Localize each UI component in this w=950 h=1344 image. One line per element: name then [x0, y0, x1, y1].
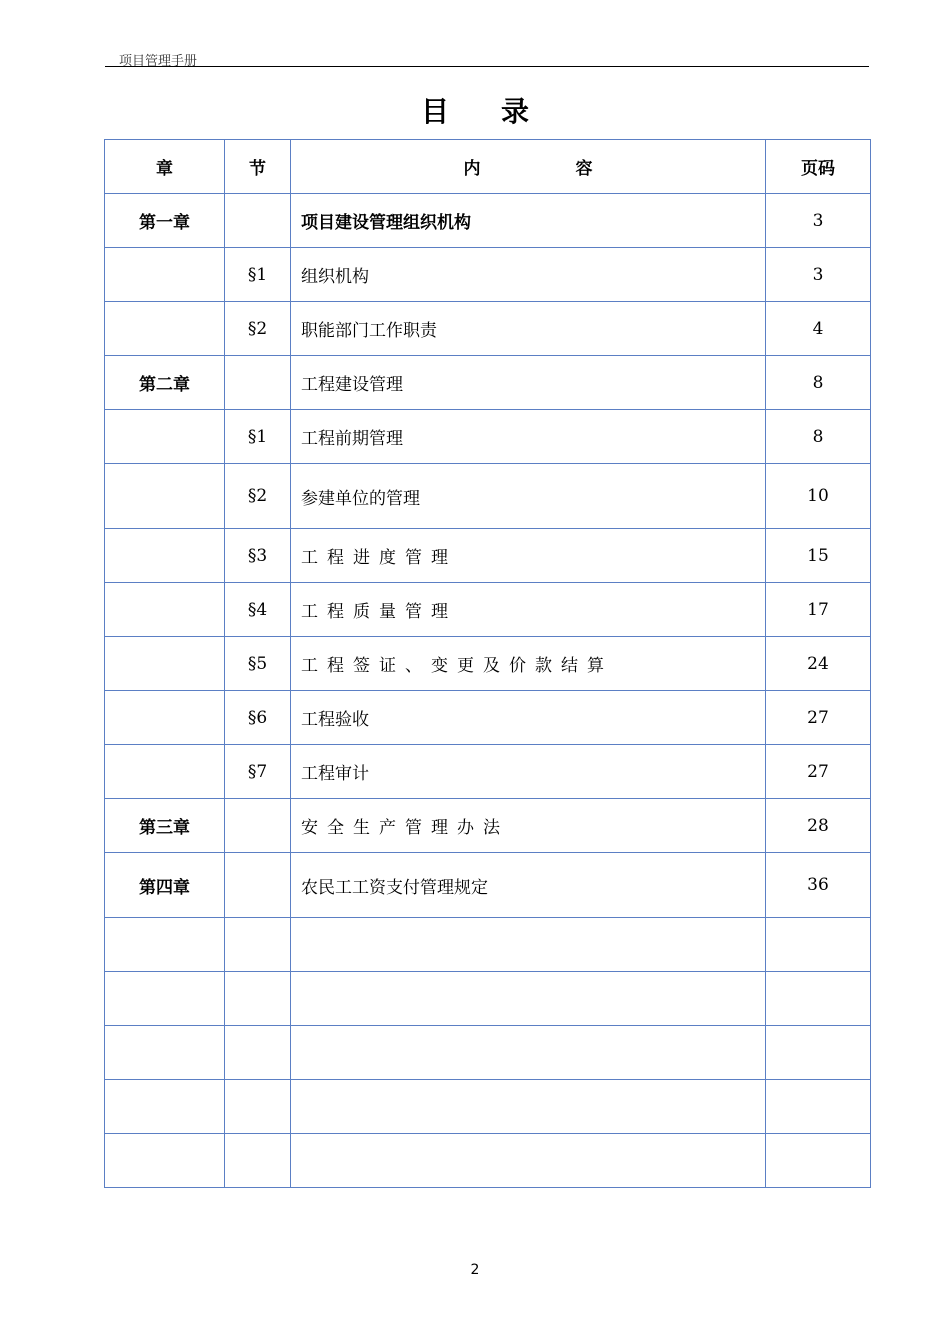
toc-row: [105, 583, 871, 637]
toc-chapter-cell: [105, 302, 225, 356]
toc-page-cell: [766, 918, 871, 972]
toc-row: [105, 194, 871, 248]
toc-content-cell: [291, 918, 766, 972]
toc-chapter-cell: [105, 1026, 225, 1080]
toc-chapter-cell: [105, 918, 225, 972]
toc-content-cell: [291, 1134, 766, 1188]
toc-chapter-cell: 第二章: [105, 356, 225, 410]
toc-page-cell: 4: [766, 302, 871, 356]
toc-content-cell: 工程建设管理: [291, 356, 766, 410]
header-content-right: 容: [575, 159, 593, 179]
toc-content-cell: 组织机构: [291, 248, 766, 302]
toc-chapter-cell: [105, 583, 225, 637]
toc-chapter-cell: [105, 529, 225, 583]
toc-section-cell: §5: [225, 637, 291, 691]
toc-header-row: [105, 140, 871, 194]
toc-chapter-cell: [105, 637, 225, 691]
toc-content-cell: 参建单位的管理: [291, 464, 766, 529]
toc-row: [105, 248, 871, 302]
running-header: 项目管理手册: [119, 54, 198, 69]
toc-page-cell: 27: [766, 745, 871, 799]
toc-section-cell: [225, 918, 291, 972]
toc-page-cell: [766, 1080, 871, 1134]
toc-content-cell: 工程前期管理: [291, 410, 766, 464]
toc-page-cell: 17: [766, 583, 871, 637]
toc-section-cell: §6: [225, 691, 291, 745]
toc-section-cell: [225, 853, 291, 918]
toc-section-cell: [225, 1134, 291, 1188]
toc-section-cell: §1: [225, 248, 291, 302]
toc-page-cell: 36: [766, 853, 871, 918]
toc-chapter-cell: 第三章: [105, 799, 225, 853]
toc-page-cell: [766, 1026, 871, 1080]
toc-row: [105, 918, 871, 972]
toc-section-cell: [225, 194, 291, 248]
toc-content-cell: [291, 1080, 766, 1134]
toc-page-cell: 8: [766, 356, 871, 410]
toc-row: [105, 464, 871, 529]
toc-section-cell: §1: [225, 410, 291, 464]
header-content: [291, 140, 766, 194]
toc-chapter-cell: [105, 1080, 225, 1134]
toc-chapter-cell: [105, 745, 225, 799]
toc-content-cell: 职能部门工作职责: [291, 302, 766, 356]
toc-row: [105, 1026, 871, 1080]
toc-page-cell: 15: [766, 529, 871, 583]
toc-page-cell: 3: [766, 248, 871, 302]
toc-section-cell: [225, 972, 291, 1026]
toc-content-cell: 项目建设管理组织机构: [291, 194, 766, 248]
page-number: 2: [470, 1262, 480, 1278]
toc-section-cell: §2: [225, 464, 291, 529]
toc-page-cell: 8: [766, 410, 871, 464]
toc-row: [105, 799, 871, 853]
toc-page-cell: [766, 1134, 871, 1188]
toc-page-cell: 24: [766, 637, 871, 691]
toc-content-cell: 工程审计: [291, 745, 766, 799]
toc-content-cell: [291, 1026, 766, 1080]
toc-row: [105, 745, 871, 799]
toc-content-cell: 农民工工资支付管理规定: [291, 853, 766, 918]
toc-content-cell: 工程签证、变更及价款结算: [291, 637, 766, 691]
toc-content-cell: 工程验收: [291, 691, 766, 745]
toc-row: [105, 691, 871, 745]
toc-page-cell: 3: [766, 194, 871, 248]
toc-section-cell: §2: [225, 302, 291, 356]
toc-page-cell: 10: [766, 464, 871, 529]
toc-chapter-cell: [105, 1134, 225, 1188]
toc-chapter-cell: [105, 972, 225, 1026]
toc-section-cell: §4: [225, 583, 291, 637]
toc-row: [105, 410, 871, 464]
toc-chapter-cell: [105, 464, 225, 529]
toc-row: [105, 853, 871, 918]
toc-chapter-cell: [105, 410, 225, 464]
toc-chapter-cell: [105, 248, 225, 302]
toc-page-cell: [766, 972, 871, 1026]
toc-section-cell: [225, 1080, 291, 1134]
toc-section-cell: [225, 1026, 291, 1080]
toc-content-cell: 工程进度管理: [291, 529, 766, 583]
toc-section-cell: §3: [225, 529, 291, 583]
document-title: 目录: [420, 95, 581, 128]
header-section: 节: [225, 140, 291, 194]
header-content-left: 内: [463, 159, 481, 179]
toc-row: [105, 972, 871, 1026]
toc-body: [105, 194, 871, 1188]
toc-row: [105, 637, 871, 691]
toc-content-cell: 安全生产管理办法: [291, 799, 766, 853]
header-chapter: 章: [105, 140, 225, 194]
toc-table: [104, 139, 871, 1188]
toc-section-cell: [225, 799, 291, 853]
toc-content-cell: 工程质量管理: [291, 583, 766, 637]
toc-page-cell: 27: [766, 691, 871, 745]
header-page: 页码: [766, 140, 871, 194]
toc-chapter-cell: 第四章: [105, 853, 225, 918]
toc-chapter-cell: 第一章: [105, 194, 225, 248]
toc-chapter-cell: [105, 691, 225, 745]
toc-content-cell: [291, 972, 766, 1026]
toc-row: [105, 356, 871, 410]
toc-section-cell: §7: [225, 745, 291, 799]
toc-row: [105, 302, 871, 356]
toc-section-cell: [225, 356, 291, 410]
toc-row: [105, 529, 871, 583]
toc-row: [105, 1134, 871, 1188]
header-rule: [105, 66, 869, 67]
toc-page-cell: 28: [766, 799, 871, 853]
toc-row: [105, 1080, 871, 1134]
